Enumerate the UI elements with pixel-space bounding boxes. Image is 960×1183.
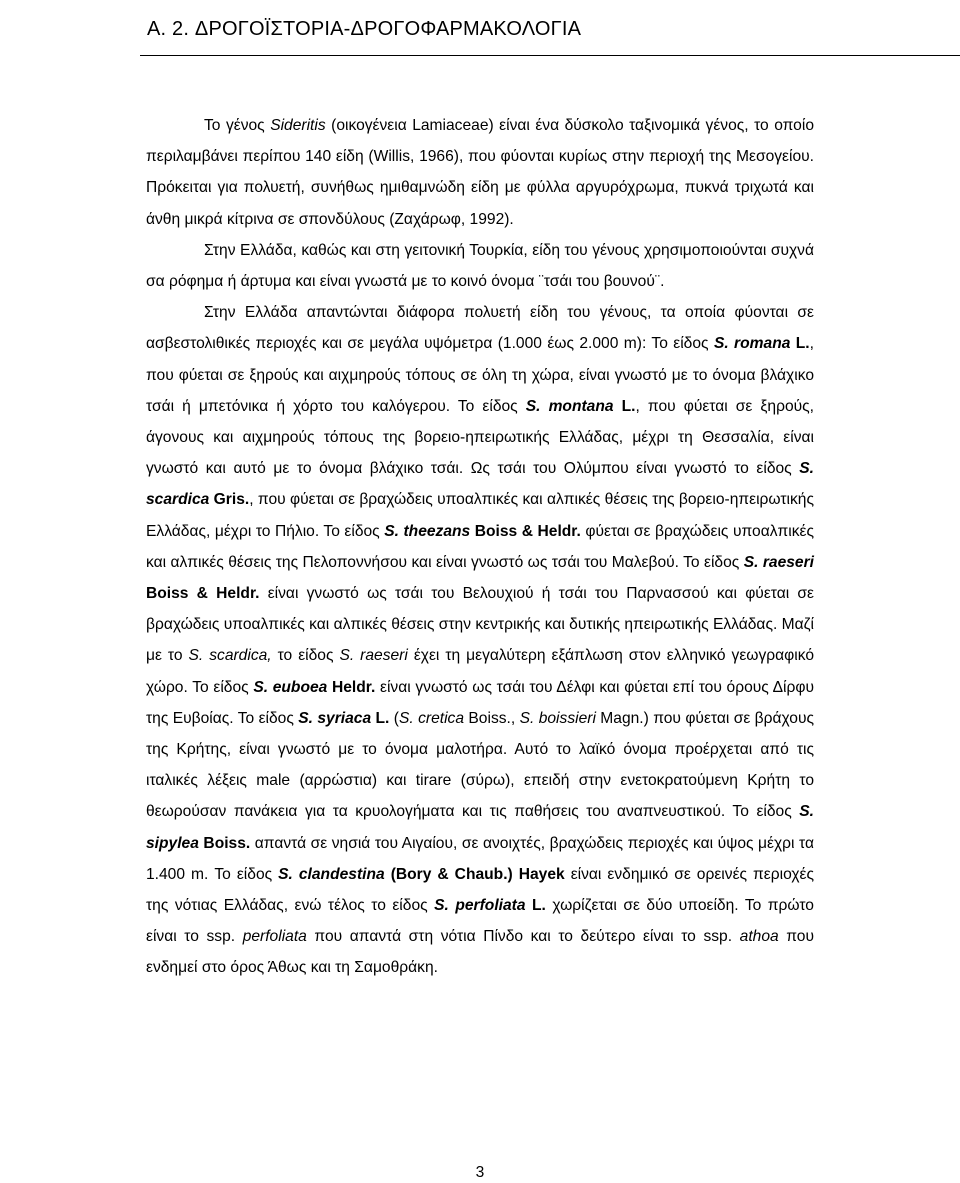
text-run: Boiss & Heldr. [470, 522, 581, 540]
body-text [146, 110, 814, 984]
text-run: S. romana [713, 335, 791, 353]
text-run: Στην Ελλάδα, καθώς και στη γειτονική Τουρκία, είδη του γένους χρησιμοποιούνται συχνά σα ρόφημα ή άρτυμα και είναι γνωστά με το κοινό όνομα ¨τσάι του βουνού¨. [146, 241, 814, 291]
text-run: Heldr. [327, 678, 376, 696]
text-run: S. euboea [253, 678, 328, 696]
text-run: S. raeseri [339, 647, 408, 665]
text-run: L. [371, 709, 390, 727]
text-run: S. montana [525, 397, 614, 415]
text-run: S. raeseri [743, 553, 814, 571]
text-run: Boiss., [464, 709, 520, 727]
text-run: S. sipylea [146, 803, 814, 852]
text-run: είναι γνωστό ως τσάι του Βελουχιού ή τσάι του Παρνασσού και φύεται σε βραχώδεις υποαλπικές και αλπικές θέσεις στην κεντρικής και δυτικής ηπειρωτικής Ελλάδας. Μαζί με το [146, 585, 814, 665]
text-run: S. perfoliata [434, 897, 526, 915]
text-run: είναι γνωστό ως τσάι του Δέλφι και φύεται επί του όρους Δίρφυ της Ευβοίας. Το είδος [146, 678, 814, 727]
text-run: L. [790, 335, 810, 353]
text-run: ( [389, 709, 399, 727]
text-run: Gris. [209, 491, 250, 509]
text-run: έχει τη μεγαλύτερη εξάπλωση στον ελληνικό γεωγραφικό χώρο. Το είδος [146, 647, 814, 696]
text-run: το είδος [271, 647, 340, 665]
text-run: L. [525, 897, 546, 915]
text-run: S. clandestina [278, 865, 385, 883]
header-divider [140, 55, 960, 56]
text-run: S. cretica [398, 709, 465, 727]
text-run: , που φύεται σε ξηρούς, άγονους και αιχμηρούς τόπους της βορειο-ηπειρωτικής Ελλάδας, μέχρι τη Θεσσαλία, είναι γνωστό και αυτό με το όνομα βλάχικο τσάι. Ως τσάι του Ολύμπου είναι γνωστό το είδος [146, 397, 815, 478]
text-run: Magn.) που φύεται σε βράχους της Κρήτης, είναι γνωστό με το όνομα μαλοτήρα. Αυτό το λαϊκό όνομα προέρχεται από τις ιταλικές λέξεις male (αρρώστια) και tirare (σύρω), επειδή στην ενετοκρατούμενη Κρήτη το θεωρούσαν πανάκεια για τα κρυολογήματα και τις παθήσεις του αναπνευστικού. Το είδος [146, 709, 815, 821]
text-run: Στην Ελλάδα απαντώνται διάφορα πολυετή είδη του γένους, τα οποία φύονται σε ασβεστολιθικές περιοχές και σε μεγάλα υψόμετρα (1.000 έως 2.000 m): Το είδος [146, 304, 814, 353]
text-run: (οικογένεια Lamiaceae) είναι ένα δύσκολο ταξινομικά γένος, το οποίο περιλαμβάνει περίπου 140 είδη (Willis, 1966), που φύονται κυρίως στην περιοχή της Μεσογείου. Πρόκειται για πολυετή, συνήθως ημιθαμνώδη είδη με φύλλα αργυρόχρωμα, πυκνά τριχωτά και άνθη μικρά κίτρινα σε σπονδύλους (Ζαχάρωφ, 1992). [146, 117, 814, 228]
text-run: είναι ενδημικό σε ορεινές περιοχές της νότιας Ελλάδας, ενώ τέλος το είδος [146, 865, 814, 915]
text-run: Boiss & Heldr. [146, 585, 260, 603]
text-run: athoa [739, 928, 779, 946]
text-run: (Bory & Chaub.) Hayek [384, 865, 565, 883]
text-run: S. syriaca [298, 709, 372, 727]
paragraph-intro [146, 110, 814, 235]
text-run: φύεται σε βραχώδεις υποαλπικές και αλπικές θέσεις της Πελοποννήσου και είναι γνωστό ως τσάι του Μαλεβού. Το είδος [146, 522, 814, 571]
text-run: που ενδημεί στο όρος Άθως και τη Σαμοθράκη. [146, 928, 815, 977]
text-run: , που φύεται σε ξηρούς και αιχμηρούς τόπους σε όλη τη χώρα, είναι γνωστό με το όνομα βλάχικο τσάι ή μπετόνικα ή χόρτο του καλόγερου. Το είδος [146, 335, 814, 415]
text-run: χωρίζεται σε δύο υποείδη. Το πρώτο είναι το ssp. [146, 897, 814, 946]
text-run: , που φύεται σε βραχώδεις υποαλπικές και αλπικές θέσεις της βορειο-ηπειρωτικής Ελλάδας, μέχρι το Πήλιο. Το είδος [146, 491, 814, 540]
text-run: απαντά σε νησιά του Αιγαίου, σε ανοιχτές, βραχώδεις περιοχές και ύψος μέχρι τα 1.400 m. Το είδος [146, 834, 814, 883]
page-number: 3 [475, 1164, 485, 1181]
text-run: Boiss. [198, 834, 251, 852]
text-run: L. [613, 397, 636, 415]
text-run: S. boissieri [519, 709, 596, 727]
text-run: S. scardica, [188, 647, 272, 665]
text-run: perfoliata [242, 928, 307, 946]
paragraph-greece-turkey [146, 235, 814, 297]
text-run: Το γένος [204, 117, 271, 134]
text-run: S. scardica [146, 460, 814, 509]
section-heading: A. 2. ΔΡΟΓΟΪΣΤΟΡΙΑ-ΔΡΟΓΟΦΑΡΜΑΚΟΛΟΓΙΑ [147, 18, 582, 40]
paragraph-species [146, 297, 814, 983]
text-run: που απαντά στη νότια Πίνδο και το δεύτερο είναι το ssp. [306, 928, 740, 946]
text-run: S. theezans [384, 522, 471, 540]
text-run: Sideritis [270, 117, 326, 134]
